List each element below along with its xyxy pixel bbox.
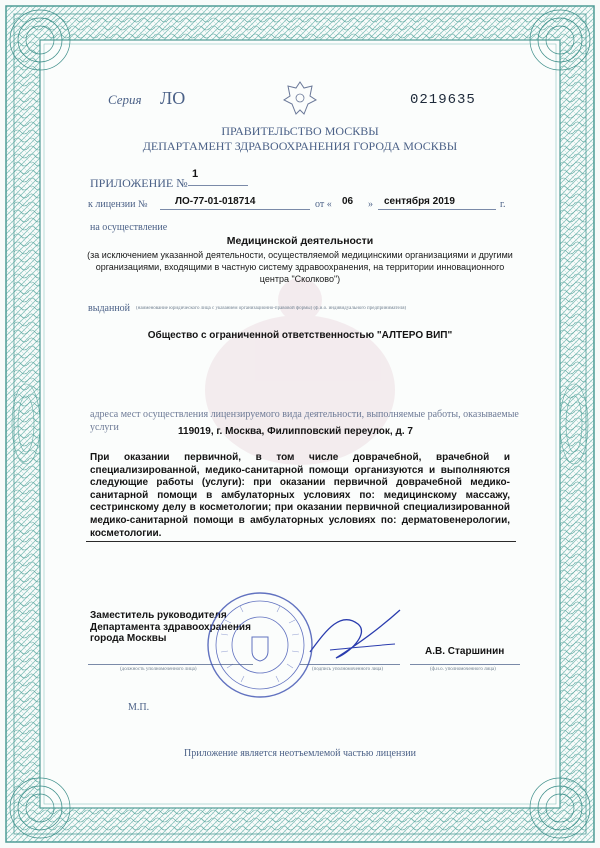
handwritten-signature xyxy=(300,602,410,672)
activity-description: (за исключением указанной деятельности, осуществляемой медицинскими организациями и другими организациями, входящими в частную систему здравоохранения, на территории инновационного центра "Сколково") xyxy=(87,250,513,284)
signature-caption: (подпись уполномоченного лица) xyxy=(312,667,384,672)
activity-title: Медицинской деятельности xyxy=(226,235,374,247)
name-caption: (ф.и.о. уполномоченного лица) xyxy=(430,667,496,672)
services-text: При оказании первичной, в том числе доврачебной, врачебной и специализированной, медико-санитарной помощи организуются и выполняются следующие работы (услуги): при оказании первичной доврачебной медико-санитарной помощи в амбулаторных условиях по: медицинскому массажу, сестринскому делу в косметологии; при оказании первичной специализированной медико-санитарной помощи в амбулаторных условиях по: дерматовенерологии, косметологии. xyxy=(90,452,510,539)
address-value: 119019, г. Москва, Филипповский переулок, д. 7 xyxy=(178,426,413,437)
license-date-line xyxy=(378,209,496,210)
issued-caption: (наименование юридического лица с указанием организационно-правовой формы) (ф.и.о. индивидуального предпринимателя) xyxy=(136,306,407,311)
license-form-number: 0219635 xyxy=(410,92,476,108)
year-suffix: г. xyxy=(500,199,506,210)
license-label: к лицензии № xyxy=(88,199,148,210)
appendix-number-line xyxy=(188,185,248,186)
license-month-year: сентября 2019 xyxy=(384,196,455,207)
address-label: адреса мест осуществления лицензируемого вида деятельности, выполняемые работы, оказываемые услуги xyxy=(90,409,519,433)
coat-of-arms-emblem xyxy=(282,78,318,118)
signatory-name: А.В. Старшинин xyxy=(425,646,505,657)
position-caption: (должность уполномоченного лица) xyxy=(120,667,197,672)
department-title: ДЕПАРТАМЕНТ ЗДРАВООХРАНЕНИЯ ГОРОДА МОСКВЫ xyxy=(142,139,458,153)
issued-label: выданной xyxy=(88,303,131,314)
name-line xyxy=(410,664,520,665)
license-day: 06 xyxy=(342,196,354,207)
series-value: ЛО xyxy=(160,88,186,108)
appendix-label: ПРИЛОЖЕНИЕ № xyxy=(90,176,188,190)
date-day-close: » xyxy=(368,199,373,210)
series-label: Серия xyxy=(108,92,142,107)
official-seal-stamp xyxy=(205,590,315,700)
date-from-label: от « xyxy=(315,199,332,210)
signatory-position: Заместитель руководителя Департамента здравоохранения города Москвы xyxy=(90,610,251,644)
appendix-footer-note: Приложение является неотъемлемой частью лицензии xyxy=(184,748,416,759)
license-number-line xyxy=(160,209,310,210)
company-name: Общество с ограниченной ответственностью "АЛТЕРО ВИП" xyxy=(147,330,453,341)
license-number: ЛО-77-01-018714 xyxy=(175,196,256,207)
appendix-number: 1 xyxy=(192,168,199,180)
services-end-rule xyxy=(86,541,516,542)
activity-label: на осуществление xyxy=(90,222,168,233)
seal-place-label: М.П. xyxy=(128,702,150,713)
government-title: ПРАВИТЕЛЬСТВО МОСКВЫ xyxy=(221,124,379,138)
